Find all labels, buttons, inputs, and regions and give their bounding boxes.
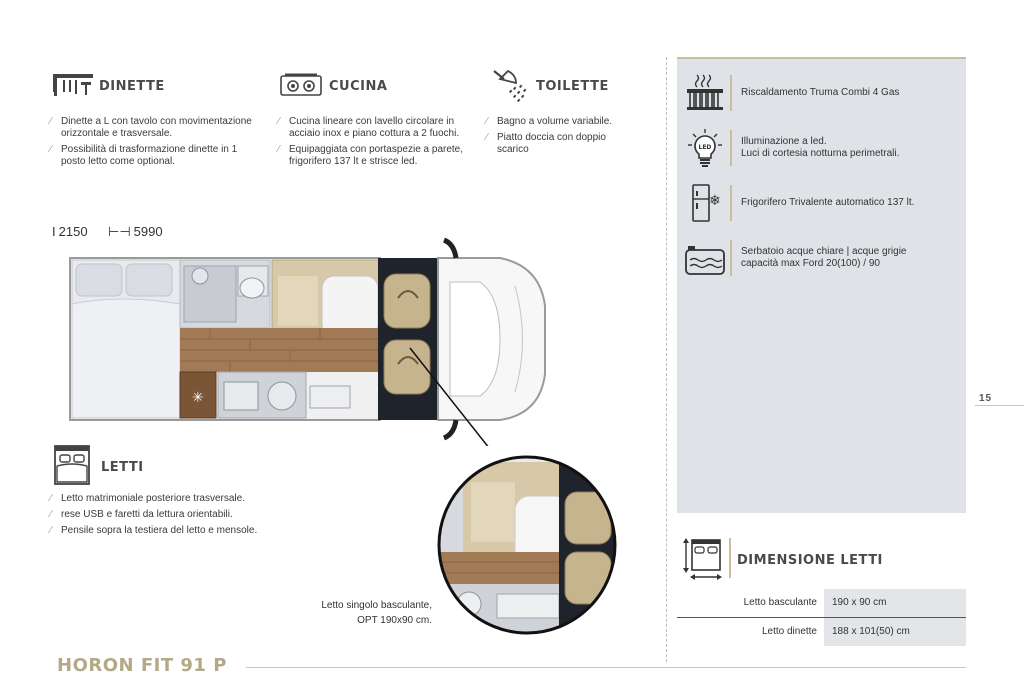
feature-water-tank — [677, 238, 966, 278]
svg-text:✳: ✳ — [192, 389, 204, 405]
height-icon: I — [52, 224, 56, 239]
letti-title: LETTI — [101, 460, 144, 475]
length-value: 5990 — [133, 224, 163, 239]
cucina-title: CUCINA — [329, 79, 388, 94]
list-item: ⁄ Piatto doccia con doppio scarico — [486, 132, 636, 156]
cooktop-icon — [280, 73, 322, 97]
page-number-rule — [975, 405, 1024, 406]
led-bulb-icon — [683, 128, 727, 168]
feature-lighting — [677, 128, 966, 168]
model-name: HORON FIT 91 P — [57, 655, 227, 676]
feature-heater — [677, 73, 966, 113]
page-number: 15 — [979, 393, 993, 404]
dinette-icon — [52, 73, 94, 97]
heater-icon — [683, 73, 727, 113]
toilette-list — [486, 116, 636, 160]
dinette-list — [50, 116, 255, 172]
shower-icon — [490, 65, 530, 105]
features-panel — [677, 57, 966, 513]
list-item: ⁄ Bagno a volume variabile. — [486, 116, 636, 128]
list-item: ⁄ Cucina lineare con lavello circolare in acciaio inox e piano cottura a 2 fuochi. — [278, 116, 473, 140]
zoom-detail — [435, 452, 619, 643]
zoom-caption: Letto singolo basculante, OPT 190x90 cm. — [321, 600, 432, 626]
list-item: ⁄ rese USB e faretti da lettura orientabili. — [50, 509, 310, 521]
toilette-title: TOILETTE — [536, 79, 609, 94]
divider — [666, 57, 667, 662]
cucina-list — [278, 116, 473, 172]
dimensione-letti-title: DIMENSIONE LETTI — [737, 553, 883, 568]
fridge-icon — [683, 183, 727, 223]
floor-plan — [60, 236, 560, 451]
list-item: ⁄ Dinette a L con tavolo con movimentazione orizzontale e trasversale. — [50, 116, 255, 140]
footer-rule — [246, 667, 966, 668]
length-icon: ⊢⊣ — [108, 224, 131, 239]
list-item: ⁄ Pensile sopra la testiera del letto e mensole. — [50, 525, 310, 537]
list-item: ⁄ Possibilità di trasformazione dinette in 1 posto letto come optional. — [50, 144, 255, 168]
letti-list — [50, 493, 310, 541]
svg-text:LED: LED — [698, 144, 712, 151]
feature-fridge — [677, 183, 966, 223]
height-value: 2150 — [58, 224, 88, 239]
feature-text: Serbatoio acque chiare | acque grigie capacità max Ford 20(100) / 90 — [741, 246, 907, 269]
water-tank-icon — [683, 238, 727, 278]
feature-text: Riscaldamento Truma Combi 4 Gas — [741, 87, 900, 98]
list-item: ⁄ Letto matrimoniale posteriore trasversale. — [50, 493, 310, 505]
dinette-title: DINETTE — [99, 79, 165, 94]
list-item: ⁄ Equipaggiata con portaspezie a parete, frigorifero 137 lt e strisce led. — [278, 144, 473, 168]
table-row: Letto basculante 190 x 90 cm — [677, 589, 966, 617]
feature-text: Frigorifero Trivalente automatico 137 lt. — [741, 197, 915, 208]
svg-text:❄: ❄ — [709, 193, 721, 209]
dimension-bed-icon — [683, 537, 725, 586]
table-row: Letto dinette 188 x 101(50) cm — [677, 618, 966, 646]
bed-icon — [53, 444, 93, 486]
feature-text: Illuminazione a led. Luci di cortesia notturna perimetrali. — [741, 136, 900, 159]
